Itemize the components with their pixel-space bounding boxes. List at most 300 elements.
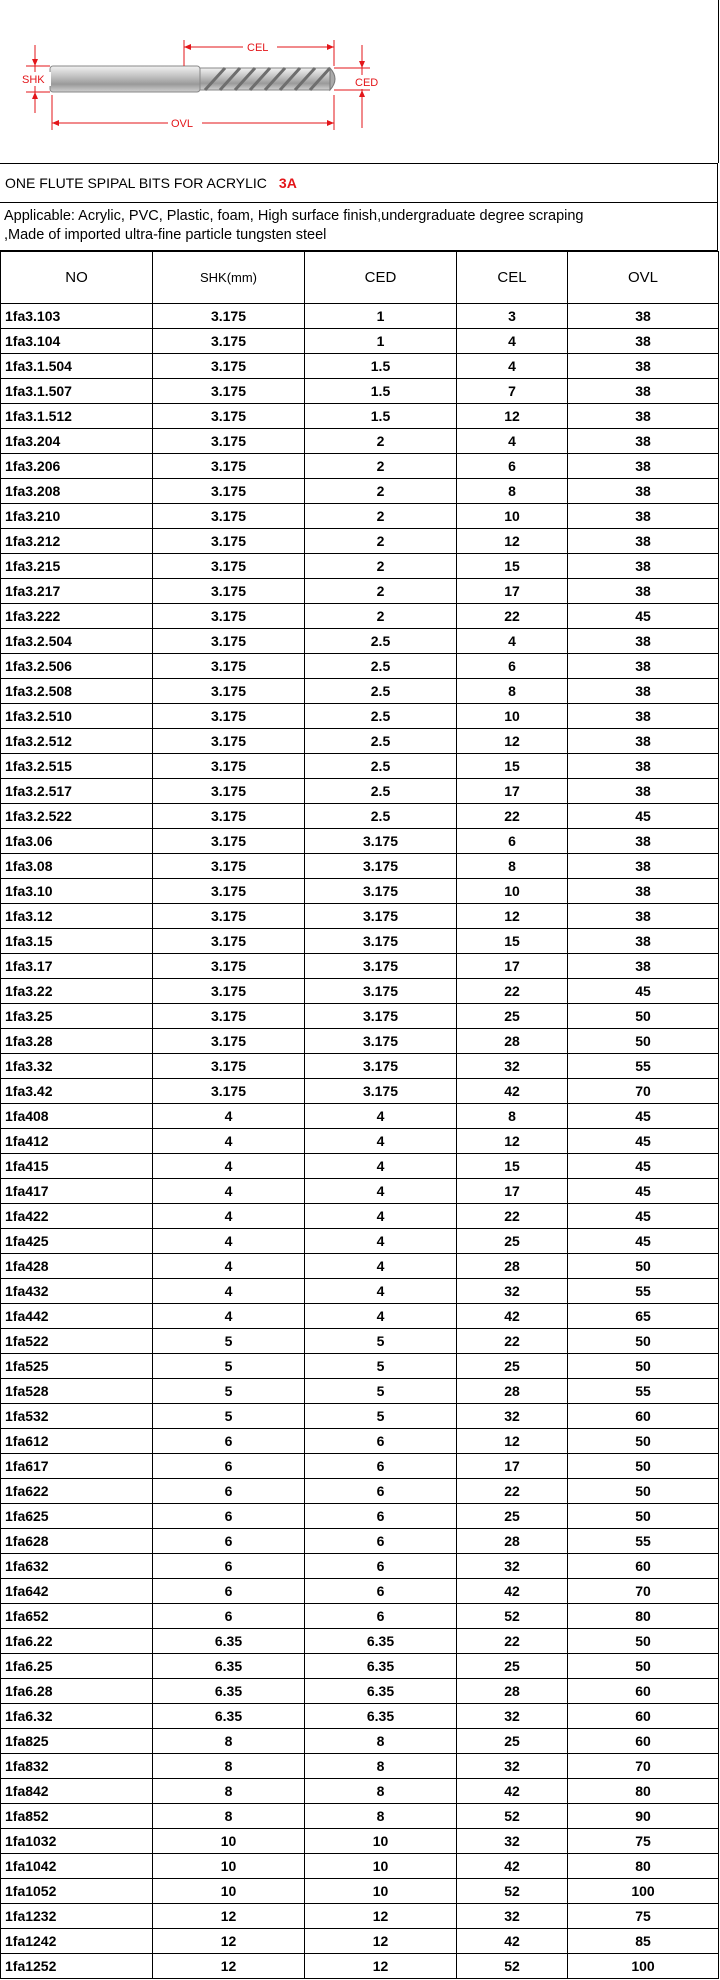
cell-ced: 6 <box>305 1579 457 1604</box>
cell-no: 1fa3.222 <box>1 604 153 629</box>
table-row <box>1 1254 719 1279</box>
product-title-text: ONE FLUTE SPIPAL BITS FOR ACRYLIC <box>5 175 267 191</box>
cell-no: 1fa1242 <box>1 1929 153 1954</box>
cell-cel: 4 <box>457 354 568 379</box>
cell-cel: 42 <box>457 1929 568 1954</box>
cell-cel: 4 <box>457 629 568 654</box>
applicable-line-1: Applicable: Acrylic, PVC, Plastic, foam, High surface finish,undergraduate degree scraping <box>4 208 584 224</box>
cell-ced: 3.175 <box>305 979 457 1004</box>
spec-table <box>0 251 719 1979</box>
cell-ovl: 75 <box>568 1904 719 1929</box>
cell-cel: 22 <box>457 604 568 629</box>
cell-ovl: 50 <box>568 1254 719 1279</box>
cell-shk: 3.175 <box>153 379 305 404</box>
cell-no: 1fa825 <box>1 1729 153 1754</box>
arrow-icon <box>359 61 365 68</box>
table-row <box>1 1879 719 1904</box>
cell-ced: 2.5 <box>305 679 457 704</box>
cell-cel: 17 <box>457 579 568 604</box>
cell-cel: 52 <box>457 1604 568 1629</box>
table-row <box>1 1029 719 1054</box>
cell-ovl: 50 <box>568 1354 719 1379</box>
table-row <box>1 1929 719 1954</box>
cell-no: 1fa1032 <box>1 1829 153 1854</box>
table-row <box>1 879 719 904</box>
cell-no: 1fa642 <box>1 1579 153 1604</box>
right-border <box>718 0 719 163</box>
cell-cel: 32 <box>457 1704 568 1729</box>
cell-cel: 8 <box>457 479 568 504</box>
table-row <box>1 929 719 954</box>
product-title <box>0 163 718 203</box>
cell-ovl: 65 <box>568 1304 719 1329</box>
arrow-icon <box>184 44 191 50</box>
header-shk: SHK(mm) <box>153 252 305 304</box>
cell-no: 1fa415 <box>1 1154 153 1179</box>
cell-no: 1fa522 <box>1 1329 153 1354</box>
cell-shk: 3.175 <box>153 1079 305 1104</box>
cell-ced: 3.175 <box>305 1054 457 1079</box>
cell-ced: 6 <box>305 1504 457 1529</box>
cell-no: 1fa3.204 <box>1 429 153 454</box>
cell-shk: 3.175 <box>153 1029 305 1054</box>
cell-ced: 12 <box>305 1904 457 1929</box>
cell-no: 1fa3.210 <box>1 504 153 529</box>
cell-cel: 6 <box>457 454 568 479</box>
cell-shk: 3.175 <box>153 754 305 779</box>
arrow-icon <box>32 92 38 99</box>
cell-cel: 22 <box>457 1479 568 1504</box>
arrow-icon <box>32 59 38 66</box>
cell-ced: 2.5 <box>305 629 457 654</box>
cell-cel: 52 <box>457 1804 568 1829</box>
table-row <box>1 454 719 479</box>
cell-no: 1fa3.22 <box>1 979 153 1004</box>
table-row <box>1 829 719 854</box>
cell-cel: 32 <box>457 1829 568 1854</box>
table-row <box>1 779 719 804</box>
cell-shk: 3.175 <box>153 779 305 804</box>
cell-no: 1fa3.2.510 <box>1 704 153 729</box>
cell-cel: 32 <box>457 1279 568 1304</box>
cell-no: 1fa408 <box>1 1104 153 1129</box>
cell-ced: 1.5 <box>305 379 457 404</box>
table-row <box>1 1804 719 1829</box>
cel-label: CEL <box>247 42 269 54</box>
cell-no: 1fa842 <box>1 1779 153 1804</box>
cell-ced: 2.5 <box>305 729 457 754</box>
cell-shk: 4 <box>153 1304 305 1329</box>
cell-ovl: 38 <box>568 779 719 804</box>
cell-shk: 3.175 <box>153 929 305 954</box>
table-body <box>1 304 719 1979</box>
table-row <box>1 554 719 579</box>
cell-shk: 3.175 <box>153 504 305 529</box>
cell-cel: 42 <box>457 1304 568 1329</box>
cell-ovl: 38 <box>568 954 719 979</box>
cell-ced: 1.5 <box>305 354 457 379</box>
table-row <box>1 1204 719 1229</box>
cell-shk: 3.175 <box>153 954 305 979</box>
cell-ovl: 38 <box>568 654 719 679</box>
cell-no: 1fa832 <box>1 1754 153 1779</box>
cell-ced: 6.35 <box>305 1629 457 1654</box>
cell-shk: 3.175 <box>153 879 305 904</box>
cell-shk: 4 <box>153 1279 305 1304</box>
cell-no: 1fa432 <box>1 1279 153 1304</box>
cell-ovl: 38 <box>568 429 719 454</box>
cell-shk: 3.175 <box>153 704 305 729</box>
cell-ovl: 38 <box>568 829 719 854</box>
cell-ced: 4 <box>305 1204 457 1229</box>
table-row <box>1 1329 719 1354</box>
cell-shk: 6.35 <box>153 1704 305 1729</box>
cell-ced: 10 <box>305 1829 457 1854</box>
cell-cel: 22 <box>457 1204 568 1229</box>
table-row <box>1 1454 719 1479</box>
cell-shk: 5 <box>153 1329 305 1354</box>
cell-ovl: 70 <box>568 1079 719 1104</box>
cell-shk: 3.175 <box>153 729 305 754</box>
table-row <box>1 1554 719 1579</box>
table-row <box>1 1829 719 1854</box>
cell-shk: 6 <box>153 1604 305 1629</box>
cell-ovl: 55 <box>568 1054 719 1079</box>
cell-shk: 10 <box>153 1879 305 1904</box>
cell-no: 1fa612 <box>1 1429 153 1454</box>
cell-ced: 2 <box>305 554 457 579</box>
cell-ced: 8 <box>305 1779 457 1804</box>
cell-ced: 3.175 <box>305 954 457 979</box>
cell-ced: 3.175 <box>305 1029 457 1054</box>
header-cel: CEL <box>457 252 568 304</box>
cell-ced: 3.175 <box>305 854 457 879</box>
cell-ced: 4 <box>305 1154 457 1179</box>
cell-ced: 4 <box>305 1104 457 1129</box>
cell-no: 1fa3.206 <box>1 454 153 479</box>
cell-no: 1fa652 <box>1 1604 153 1629</box>
cell-ovl: 38 <box>568 379 719 404</box>
table-row <box>1 604 719 629</box>
arrow-icon <box>52 120 59 126</box>
cell-ovl: 38 <box>568 904 719 929</box>
cell-no: 1fa425 <box>1 1229 153 1254</box>
cell-ovl: 38 <box>568 554 719 579</box>
cell-ovl: 50 <box>568 1504 719 1529</box>
cell-ovl: 38 <box>568 754 719 779</box>
cell-shk: 4 <box>153 1104 305 1129</box>
cell-cel: 42 <box>457 1779 568 1804</box>
cell-ced: 3.175 <box>305 879 457 904</box>
cell-no: 1fa628 <box>1 1529 153 1554</box>
cell-ced: 8 <box>305 1804 457 1829</box>
table-row <box>1 304 719 329</box>
arrow-icon <box>327 44 334 50</box>
cell-ced: 5 <box>305 1329 457 1354</box>
cell-ovl: 38 <box>568 304 719 329</box>
cell-no: 1fa617 <box>1 1454 153 1479</box>
cell-ced: 4 <box>305 1129 457 1154</box>
table-row <box>1 1529 719 1554</box>
cell-ovl: 45 <box>568 604 719 629</box>
cell-ced: 2 <box>305 504 457 529</box>
cell-cel: 8 <box>457 1104 568 1129</box>
cell-ovl: 60 <box>568 1704 719 1729</box>
table-row <box>1 729 719 754</box>
cell-shk: 10 <box>153 1854 305 1879</box>
cell-ovl: 38 <box>568 579 719 604</box>
table-row <box>1 529 719 554</box>
cell-no: 1fa3.2.506 <box>1 654 153 679</box>
cell-ovl: 38 <box>568 729 719 754</box>
cell-ced: 8 <box>305 1729 457 1754</box>
cell-ovl: 38 <box>568 879 719 904</box>
cell-shk: 3.175 <box>153 454 305 479</box>
cell-ovl: 75 <box>568 1829 719 1854</box>
table-row <box>1 1354 719 1379</box>
cell-cel: 22 <box>457 804 568 829</box>
cell-ovl: 100 <box>568 1954 719 1979</box>
header-no: NO <box>1 252 153 304</box>
cell-shk: 3.175 <box>153 1054 305 1079</box>
cell-no: 1fa3.2.517 <box>1 779 153 804</box>
cell-cel: 17 <box>457 954 568 979</box>
cell-ced: 2.5 <box>305 779 457 804</box>
cell-cel: 10 <box>457 704 568 729</box>
cell-cel: 8 <box>457 854 568 879</box>
cell-ced: 6 <box>305 1554 457 1579</box>
cell-ced: 2.5 <box>305 654 457 679</box>
table-row <box>1 1679 719 1704</box>
cell-shk: 6.35 <box>153 1654 305 1679</box>
cell-cel: 6 <box>457 654 568 679</box>
cell-ovl: 80 <box>568 1854 719 1879</box>
cell-shk: 6 <box>153 1579 305 1604</box>
cell-ced: 4 <box>305 1229 457 1254</box>
cell-shk: 3.175 <box>153 979 305 1004</box>
cell-cel: 10 <box>457 504 568 529</box>
cell-ovl: 55 <box>568 1279 719 1304</box>
cell-cel: 25 <box>457 1729 568 1754</box>
cell-cel: 52 <box>457 1954 568 1979</box>
table-row <box>1 379 719 404</box>
cell-ovl: 60 <box>568 1404 719 1429</box>
cell-ced: 3.175 <box>305 904 457 929</box>
cell-ovl: 38 <box>568 504 719 529</box>
cell-ced: 8 <box>305 1754 457 1779</box>
cell-ced: 3.175 <box>305 829 457 854</box>
cell-ced: 6 <box>305 1529 457 1554</box>
cell-shk: 4 <box>153 1254 305 1279</box>
cell-cel: 4 <box>457 329 568 354</box>
cell-ced: 6 <box>305 1479 457 1504</box>
cell-no: 1fa3.217 <box>1 579 153 604</box>
cell-shk: 6 <box>153 1429 305 1454</box>
cell-no: 1fa3.215 <box>1 554 153 579</box>
cell-cel: 7 <box>457 379 568 404</box>
cell-shk: 3.175 <box>153 429 305 454</box>
cell-shk: 3.175 <box>153 904 305 929</box>
table-row <box>1 679 719 704</box>
cell-no: 1fa6.22 <box>1 1629 153 1654</box>
cell-ovl: 60 <box>568 1729 719 1754</box>
cell-cel: 22 <box>457 1329 568 1354</box>
cell-ovl: 45 <box>568 979 719 1004</box>
cell-shk: 5 <box>153 1354 305 1379</box>
cell-cel: 17 <box>457 1179 568 1204</box>
cell-no: 1fa3.1.504 <box>1 354 153 379</box>
cell-shk: 8 <box>153 1729 305 1754</box>
cell-ovl: 70 <box>568 1579 719 1604</box>
applicable-description <box>0 203 718 251</box>
table-row <box>1 429 719 454</box>
cell-ovl: 55 <box>568 1379 719 1404</box>
cell-no: 1fa6.28 <box>1 1679 153 1704</box>
cell-ced: 2.5 <box>305 754 457 779</box>
cell-shk: 3.175 <box>153 404 305 429</box>
cell-shk: 6 <box>153 1554 305 1579</box>
table-row <box>1 1054 719 1079</box>
cell-cel: 25 <box>457 1354 568 1379</box>
table-row <box>1 1179 719 1204</box>
applicable-line-2: ,Made of imported ultra-fine particle tungsten steel <box>4 227 327 243</box>
shk-label: SHK <box>22 74 45 86</box>
cell-no: 1fa3.2.522 <box>1 804 153 829</box>
table-row <box>1 1379 719 1404</box>
table-row <box>1 979 719 1004</box>
cell-shk: 3.175 <box>153 654 305 679</box>
cell-ced: 3.175 <box>305 1079 457 1104</box>
cell-cel: 15 <box>457 554 568 579</box>
table-row <box>1 479 719 504</box>
cell-ovl: 60 <box>568 1554 719 1579</box>
cell-ced: 2.5 <box>305 804 457 829</box>
cell-ced: 6 <box>305 1454 457 1479</box>
cell-cel: 25 <box>457 1229 568 1254</box>
table-row <box>1 1304 719 1329</box>
table-row <box>1 1504 719 1529</box>
table-row <box>1 329 719 354</box>
cell-ced: 1.5 <box>305 404 457 429</box>
table-row <box>1 854 719 879</box>
cell-ovl: 45 <box>568 1204 719 1229</box>
cell-ovl: 100 <box>568 1879 719 1904</box>
table-row <box>1 1429 719 1454</box>
cell-ced: 2 <box>305 529 457 554</box>
ovl-label: OVL <box>171 118 194 130</box>
table-row <box>1 629 719 654</box>
cell-ovl: 38 <box>568 529 719 554</box>
cell-no: 1fa3.1.507 <box>1 379 153 404</box>
cell-cel: 15 <box>457 1154 568 1179</box>
cell-no: 1fa622 <box>1 1479 153 1504</box>
cell-ced: 2 <box>305 604 457 629</box>
table-row <box>1 404 719 429</box>
cell-shk: 3.175 <box>153 529 305 554</box>
arrow-icon <box>327 120 334 126</box>
cell-ced: 6.35 <box>305 1679 457 1704</box>
table-row <box>1 904 719 929</box>
cell-no: 1fa1052 <box>1 1879 153 1904</box>
cell-no: 1fa6.32 <box>1 1704 153 1729</box>
cell-shk: 3.175 <box>153 554 305 579</box>
cell-no: 1fa3.32 <box>1 1054 153 1079</box>
cell-no: 1fa3.2.504 <box>1 629 153 654</box>
cell-shk: 6 <box>153 1454 305 1479</box>
table-row <box>1 504 719 529</box>
cell-ced: 12 <box>305 1954 457 1979</box>
cell-no: 1fa442 <box>1 1304 153 1329</box>
cell-no: 1fa3.17 <box>1 954 153 979</box>
cell-no: 1fa417 <box>1 1179 153 1204</box>
table-row <box>1 1079 719 1104</box>
cell-ovl: 38 <box>568 329 719 354</box>
cell-cel: 12 <box>457 1429 568 1454</box>
cell-cel: 28 <box>457 1379 568 1404</box>
cell-ovl: 50 <box>568 1479 719 1504</box>
cell-ovl: 38 <box>568 854 719 879</box>
table-row <box>1 1729 719 1754</box>
cell-no: 1fa3.104 <box>1 329 153 354</box>
table-row <box>1 804 719 829</box>
cell-cel: 12 <box>457 529 568 554</box>
cell-cel: 32 <box>457 1404 568 1429</box>
cell-ced: 4 <box>305 1304 457 1329</box>
cell-no: 1fa528 <box>1 1379 153 1404</box>
cell-shk: 4 <box>153 1129 305 1154</box>
cell-no: 1fa3.06 <box>1 829 153 854</box>
cell-cel: 42 <box>457 1079 568 1104</box>
cell-shk: 8 <box>153 1779 305 1804</box>
table-row <box>1 754 719 779</box>
cell-cel: 22 <box>457 979 568 1004</box>
cell-cel: 25 <box>457 1654 568 1679</box>
cell-no: 1fa3.25 <box>1 1004 153 1029</box>
cell-ced: 6.35 <box>305 1704 457 1729</box>
cell-ovl: 38 <box>568 479 719 504</box>
cell-ced: 1 <box>305 304 457 329</box>
cell-ced: 1 <box>305 329 457 354</box>
ced-label: CED <box>355 77 379 89</box>
cell-no: 1fa3.08 <box>1 854 153 879</box>
cell-ced: 2 <box>305 429 457 454</box>
cell-no: 1fa532 <box>1 1404 153 1429</box>
cell-cel: 17 <box>457 779 568 804</box>
table-row <box>1 1779 719 1804</box>
cell-ovl: 45 <box>568 1129 719 1154</box>
cell-ced: 2.5 <box>305 704 457 729</box>
cell-ovl: 50 <box>568 1429 719 1454</box>
cell-ovl: 38 <box>568 404 719 429</box>
cell-ovl: 85 <box>568 1929 719 1954</box>
cell-ced: 2 <box>305 454 457 479</box>
cell-shk: 3.175 <box>153 479 305 504</box>
cell-ovl: 80 <box>568 1604 719 1629</box>
cell-ovl: 45 <box>568 1229 719 1254</box>
cell-no: 1fa6.25 <box>1 1654 153 1679</box>
cell-cel: 10 <box>457 879 568 904</box>
cell-no: 1fa3.12 <box>1 904 153 929</box>
cell-shk: 6.35 <box>153 1629 305 1654</box>
cell-shk: 12 <box>153 1904 305 1929</box>
table-row <box>1 1704 719 1729</box>
cell-no: 1fa3.208 <box>1 479 153 504</box>
bit-drawing <box>0 0 720 163</box>
cell-no: 1fa3.2.508 <box>1 679 153 704</box>
cell-ovl: 50 <box>568 1629 719 1654</box>
bit-dimension-diagram <box>0 0 720 163</box>
cell-no: 1fa3.2.515 <box>1 754 153 779</box>
